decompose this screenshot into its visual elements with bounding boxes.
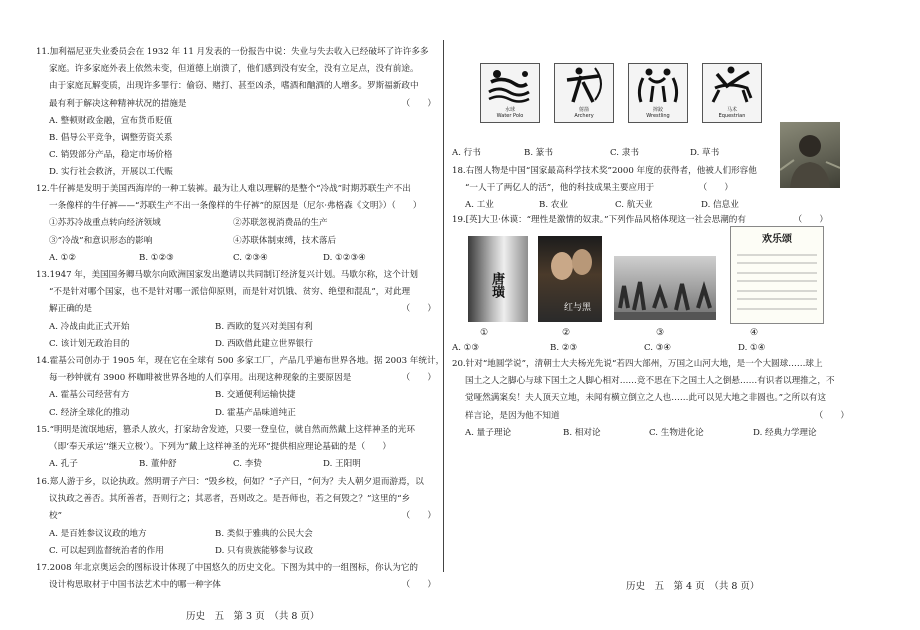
q13-option-c: C. 该计划无政治目的 xyxy=(49,338,130,349)
q19-options xyxy=(452,340,765,357)
q19-option-a: A. ①③ xyxy=(452,343,480,353)
don-juan-book-cover xyxy=(468,236,528,322)
column-divider xyxy=(443,40,444,572)
picture-number: ④ xyxy=(750,328,759,338)
q16-option-d: D. 只有贵族能够参与议政 xyxy=(215,545,313,556)
q15-line: 15.“明明是流氓地痞，篡杀人放火，打家劫舍发迹，只要一登皇位，就自然而然戴上这样神圣的光环 xyxy=(36,425,415,435)
question-13 xyxy=(36,267,436,353)
answer-paren: （ ） xyxy=(814,410,849,421)
historical-painting-photo xyxy=(614,256,716,320)
ode-to-joy-sheet-music xyxy=(730,226,824,324)
picture-number: ③ xyxy=(656,328,665,338)
cover-portraits xyxy=(538,236,602,294)
score-staff-lines xyxy=(731,249,823,319)
q14-options xyxy=(36,405,444,422)
scientist-portrait-photo xyxy=(780,122,840,188)
q11-line: 由于家庭瓦解变质，出现许多罪行：偷窃、赌打、甚至凶杀，嗜酒和酗酒的人增多。罗斯福新政中 xyxy=(49,81,419,92)
q11-line: 家庭。许多家庭外表上依然未变，但道德上崩溃了，他们感到没有安全，没有立足点，没有前途。 xyxy=(49,64,419,75)
q14-option-d: D. 霍基产品味道纯正 xyxy=(215,407,296,418)
q16-options xyxy=(36,526,436,543)
answer-paren: （ ） xyxy=(401,98,436,109)
q17-option-c: C. 隶书 xyxy=(610,148,639,158)
q11-option-d: D. 实行社会救济，开展以工代赈 xyxy=(49,167,173,178)
portrait-figure xyxy=(780,122,840,188)
q13-line: 13.1947 年，美国国务卿马歇尔向欧洲国家发出邀请以共同制订经济复兴计划。马歇尔称，这个计划 xyxy=(36,270,419,280)
q12-items-row xyxy=(36,215,421,232)
q12-option-b: B. ①②③ xyxy=(139,252,174,263)
q20-options xyxy=(452,425,849,442)
q16-option-a: A. 是百姓参议议政的地方 xyxy=(49,528,147,539)
q17-option-d: D. 草书 xyxy=(690,148,720,158)
answer-paren: （ ） xyxy=(401,580,436,591)
book-title: 红与黑 xyxy=(564,303,592,313)
question-20 xyxy=(452,356,849,442)
q15-option-d: D. 王阳明 xyxy=(323,459,361,470)
wrestling-pictogram xyxy=(629,64,687,106)
q14-option-a: A. 霍基公司经营有方 xyxy=(49,390,130,401)
q16-stem-end: 校” xyxy=(49,511,62,522)
q18-line: 18.右图人物是中国“国家最高科学技术奖”2000 年度的获得者，他被人们形容他 xyxy=(452,166,757,176)
book-title: 唐璜 xyxy=(489,272,504,298)
question-12 xyxy=(36,181,421,267)
water-polo-icon xyxy=(480,63,540,123)
q15-line: （即‘奉天承运’‘继天立极’）。下列为“戴上这样神圣的光环”提供相应理论基础的是（ ） xyxy=(49,442,391,453)
question-16 xyxy=(36,474,436,560)
q12-item: ②苏联忽视消费品的生产 xyxy=(233,218,328,229)
q12-options xyxy=(36,250,421,267)
q15-option-b: B. 董仲舒 xyxy=(139,459,177,470)
q19-stem: 19.[英]大卫·休谟：“理性是激情的奴隶。”下列作品风格体现这一社会思潮的有 xyxy=(452,215,746,225)
q12-option-c: C. ②③④ xyxy=(233,252,268,263)
picture-number: ② xyxy=(562,328,571,338)
q16-options xyxy=(36,543,436,560)
q14-line: 14.霍基公司创办于 1905 年，现在它在全球有 500 多家工厂，产品几乎遍布世界各地。据 2003 年统计， xyxy=(36,356,445,366)
question-11 xyxy=(36,44,436,182)
q13-options xyxy=(36,336,436,353)
q12-items-row xyxy=(36,233,421,250)
q16-option-b: B. 类似于雅典的公民大会 xyxy=(215,528,313,539)
q20-stem-end: 样言论，是因为他不知道 xyxy=(465,410,560,421)
q20-line: 20.针对“地圆学说”，清朝士大夫杨光先说“若四大部州，万国之山河大地，是一个大圆球……球上 xyxy=(452,359,823,369)
q19-options-row xyxy=(452,340,765,357)
equestrian-icon xyxy=(702,63,762,123)
q11-line xyxy=(36,96,436,113)
q17-option-a: A. 行书 xyxy=(452,148,481,158)
q13-options xyxy=(36,319,436,336)
q15-options xyxy=(36,456,415,473)
q13-line xyxy=(36,301,436,318)
q18-option-d: D. 信息业 xyxy=(701,200,739,211)
q11-option-a: A. 整顿财政金融，宣布货币贬值 xyxy=(49,115,173,126)
page-footer-right: 历史 五 第 4 页 （共 8 页） xyxy=(626,581,760,592)
q18-option-a: A. 工业 xyxy=(465,200,494,211)
q17-stem-end: 设计构思取材于中国书法艺术中的哪一种字体 xyxy=(49,580,221,591)
icon-caption: 水球 Water Polo xyxy=(496,107,524,119)
answer-paren: （ ） xyxy=(698,183,733,194)
question-14 xyxy=(36,353,444,422)
archery-pictogram xyxy=(555,64,613,106)
q14-options xyxy=(36,387,444,404)
icon-caption: 马术 Equestrian xyxy=(718,107,746,119)
q19-option-b: B. ②③ xyxy=(550,343,578,353)
q12-line: 12.牛仔裤是发明于美国西海岸的一种工装裤。最为让人难以理解的是整个“冷战”时期苏联生产不出 xyxy=(36,184,411,194)
q13-line: “不是针对哪个国家，也不是针对哪一派信仰原则，而是针对饥饿、贫穷、绝望和混乱”，对此理 xyxy=(49,287,411,298)
q13-option-a: A. 冷战由此正式开始 xyxy=(49,321,130,332)
archery-icon xyxy=(554,63,614,123)
equestrian-pictogram xyxy=(703,64,761,106)
q12-item: ④苏联体制束缚，技术落后 xyxy=(233,235,337,246)
q14-option-b: B. 交通便利运输快捷 xyxy=(215,390,296,401)
q20-option-c: C. 生物进化论 xyxy=(649,427,704,438)
answer-paren: （ ） xyxy=(793,215,828,225)
q14-stem-end: 每一秒钟就有 3900 杯咖啡被世界各地的人们享用。出现这种现象的主要原因是 xyxy=(49,373,352,384)
q12-line: 一条像样的牛仔裤——“苏联生产不出一条像样的牛仔裤”的原因是（尼尔·弗格森《文明》）（ ） xyxy=(49,201,422,212)
q16-line: 议执政之善否。其所善者，吾则行之；其恶者，吾则改之。是吾师也，若之何毁之？”这里的“乡 xyxy=(49,494,411,505)
q17-options-row xyxy=(452,145,719,162)
q12-item: ③“冷战”和意识形态的影响 xyxy=(49,235,153,246)
q17-line: 17.2008 年北京奥运会的图标设计体现了中国悠久的历史文化。下图为其中的一组图标，你认为它的 xyxy=(36,563,419,573)
picture-number: ① xyxy=(480,328,489,338)
q12-option-d: D. ①②③④ xyxy=(323,252,366,263)
q20-line: 国土之人之脚心与球下国土之人脚心相对……竞不思在下之国土人之倒悬……有识者以理推之，不 xyxy=(465,376,835,387)
q15-option-a: A. 孔子 xyxy=(49,459,78,470)
q11-option-c: C. 销毁部分产品，稳定市场价格 xyxy=(49,150,173,161)
q20-option-d: D. 经典力学理论 xyxy=(753,427,817,438)
q12-item: ①苏苏冷战重点转向经济领域 xyxy=(49,218,161,229)
q12-option-a: A. ①② xyxy=(49,252,77,263)
q13-stem-end: 解正确的是 xyxy=(49,304,92,315)
page-footer-left: 历史 五 第 3 页 （共 8 页） xyxy=(186,611,320,622)
answer-paren: （ ） xyxy=(401,511,436,522)
q13-option-d: D. 西欧借此建立世界银行 xyxy=(215,338,313,349)
answer-paren: （ ） xyxy=(401,373,436,384)
question-18 xyxy=(452,163,757,215)
q17-line xyxy=(36,577,436,594)
q17-options xyxy=(452,145,719,162)
q18-option-b: B. 农业 xyxy=(539,200,568,211)
q11-option-b: B. 倡导公平竞争，调整劳资关系 xyxy=(49,133,173,144)
q16-option-c: C. 可以起到监督统治者的作用 xyxy=(49,545,164,556)
q20-option-b: B. 相对论 xyxy=(563,427,601,438)
q20-line xyxy=(452,408,849,425)
q20-option-a: A. 量子理论 xyxy=(465,427,512,438)
wrestling-icon xyxy=(628,63,688,123)
score-title: 欢乐颂 xyxy=(762,234,792,245)
question-15 xyxy=(36,422,415,474)
icon-caption: 射箭 Archery xyxy=(574,107,594,119)
q11-stem-end: 最有利于解决这种精神状况的措施是 xyxy=(49,98,187,109)
water-polo-pictogram xyxy=(481,64,539,106)
q16-line xyxy=(36,508,436,525)
q17-option-b: B. 篆书 xyxy=(524,148,553,158)
answer-paren: （ ） xyxy=(401,304,436,315)
q19-option-d: D. ①④ xyxy=(738,343,766,353)
question-17 xyxy=(36,560,436,594)
q20-line: 觉哑然满案矣！夫人顶天立地，未闻有横立倒立之人也……此可以见大地之非圆也。”之所以有这 xyxy=(465,393,827,404)
q15-option-c: C. 李贽 xyxy=(233,459,262,470)
q18-line xyxy=(452,180,733,197)
icon-caption: 摔跤 Wrestling xyxy=(646,107,670,119)
q14-line xyxy=(36,370,436,387)
q11-line: 11.加利福尼亚失业委员会在 1932 年 11 月发表的一份报告中说：失业与失去收入已经破坏了许许多多 xyxy=(36,47,429,57)
q14-option-c: C. 经济全球化的推动 xyxy=(49,407,130,418)
q18-stem-end: “一人干了两亿人的活”，他的科技成果主要应用于 xyxy=(465,183,655,194)
q18-option-c: C. 航天业 xyxy=(615,200,653,211)
q13-option-b: B. 西欧的复兴对美国有利 xyxy=(215,321,313,332)
red-and-black-cover xyxy=(538,236,602,322)
q16-line: 16.郑人游于乡，以论执政。然明谓子产曰：“毁乡校，何如？”子产曰，“何为？夫人朝夕退而游焉，以 xyxy=(36,477,424,487)
painting-figures xyxy=(614,256,716,320)
q19-option-c: C. ③④ xyxy=(644,343,672,353)
